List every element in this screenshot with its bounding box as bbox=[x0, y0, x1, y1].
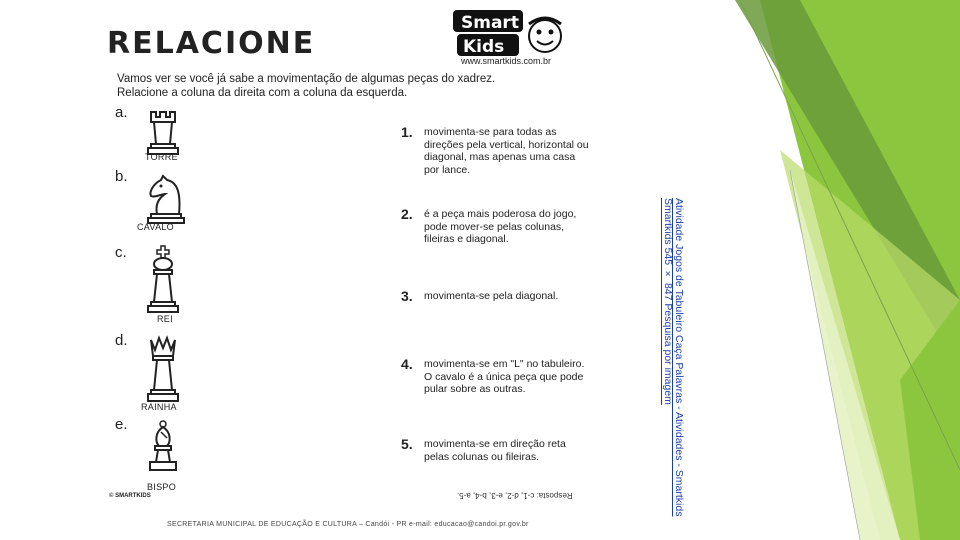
rook-icon bbox=[143, 110, 183, 156]
piece-letter: b. bbox=[115, 168, 128, 185]
queen-icon bbox=[143, 334, 183, 404]
piece-letter: a. bbox=[115, 104, 128, 121]
worksheet-title: RELACIONE bbox=[107, 26, 316, 61]
knight-icon bbox=[143, 174, 187, 224]
footer-text: SECRETARIA MUNICIPAL DE EDUCAÇÃO E CULTURA – Candói - PR e-mail: educacao@candoi.pr.gov.br bbox=[167, 521, 529, 528]
option-number: 1. bbox=[401, 124, 413, 140]
option-text: movimenta-se em "L" no tabuleiro. O cavalo é a única peça que pode pular sobre as outras. bbox=[424, 358, 585, 395]
instructions bbox=[117, 72, 587, 100]
option-text: movimenta-se para todas as direções pela vertical, horizontal ou diagonal, mas apenas uma casa por lance. bbox=[424, 126, 589, 176]
intro-line-1: Vamos ver se você já sabe a movimentação de algumas peças do xadrez. bbox=[117, 73, 496, 85]
piece-letter: d. bbox=[115, 332, 128, 349]
piece-letter: c. bbox=[115, 244, 127, 261]
option-number: 3. bbox=[401, 288, 413, 304]
answer-key: Resposta: c-1, d-2, e-3, b-4, a-5. bbox=[457, 491, 573, 500]
option-text: é a peça mais poderosa do jogo, pode mover-se pelas colunas, fileiras e diagonal. bbox=[424, 208, 577, 245]
worksheet-image bbox=[95, 0, 600, 540]
piece-name: BISPO bbox=[147, 482, 177, 492]
piece-name: REI bbox=[157, 314, 173, 324]
bishop-icon bbox=[143, 420, 183, 472]
image-source-link[interactable]: Atividade Jogos de Tabuleiro Caça Palavras - Atividades - Smartkids Smartkids 545 × 847 Pesquisa por imagem bbox=[662, 198, 685, 517]
option-text: movimenta-se pela diagonal. bbox=[424, 290, 559, 302]
option-number: 4. bbox=[401, 356, 413, 372]
piece-name: TORRE bbox=[145, 152, 178, 162]
option-number: 5. bbox=[401, 436, 413, 452]
piece-name: CAVALO bbox=[137, 222, 174, 232]
king-icon bbox=[143, 244, 183, 316]
copyright-text: © SMARTKIDS bbox=[109, 493, 151, 499]
option-text: movimenta-se em direção reta pelas colunas ou fileiras. bbox=[424, 438, 566, 463]
piece-name: RAINHA bbox=[141, 402, 177, 412]
intro-line-2: Relacione a coluna da direita com a coluna da esquerda. bbox=[117, 87, 408, 99]
logo-url: www.smartkids.com.br bbox=[461, 56, 552, 66]
svg-text:Smart: Smart bbox=[461, 13, 519, 33]
svg-text:Kids: Kids bbox=[463, 37, 505, 57]
piece-letter: e. bbox=[115, 416, 128, 433]
option-number: 2. bbox=[401, 206, 413, 222]
